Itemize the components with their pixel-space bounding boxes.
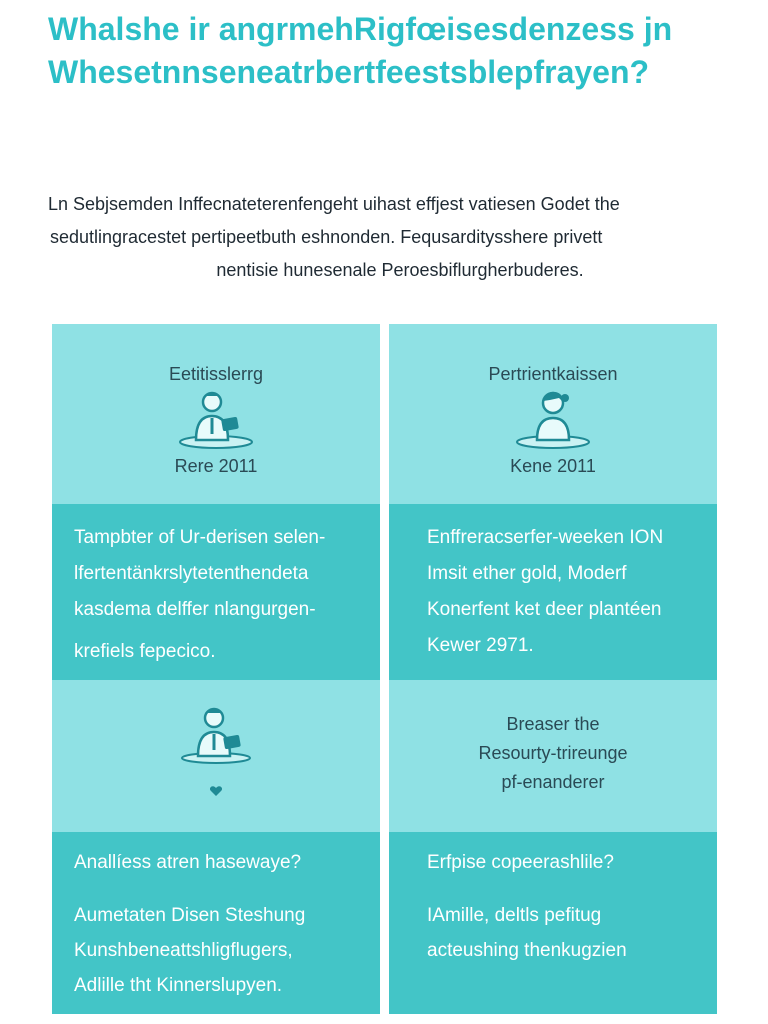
card-6-line-1: Breaser the (506, 714, 600, 734)
title-line-1: Whalshe ir angrmehRigfœisesdenzess jn (48, 11, 673, 47)
intro-paragraph (40, 188, 720, 287)
man-with-tablet-icon (174, 388, 258, 455)
heart-icon (209, 784, 223, 802)
man-with-tablet-icon-2 (174, 706, 258, 779)
card-4-line-4: Kewer 2971. (427, 635, 534, 656)
card-3-line-4: krefiels fepecico. (74, 641, 216, 662)
card-6-line-3: pf-enanderer (501, 772, 605, 792)
card-3 (52, 504, 380, 680)
card-8-text (427, 850, 705, 968)
card-4-line-1: Enffreracserfer-weeken ION (427, 527, 664, 548)
card-1-caption: Rere 2011 (174, 456, 258, 476)
card-6 (389, 680, 717, 832)
card-3-line-1: Tampbter of Ur-derisen selen- (74, 527, 326, 548)
card-1-heading: Eetitisslerrg (168, 364, 264, 384)
woman-avatar-icon (511, 388, 595, 455)
card-8-line-2: acteushing thenkugzien (427, 940, 627, 961)
card-8 (389, 832, 717, 1014)
page-title (48, 8, 748, 94)
card-7-text (74, 850, 368, 1003)
card-2 (389, 324, 717, 504)
card-2-heading: Pertrientkaissen (488, 364, 618, 384)
card-3-line-2: lfertentänkrslytetenthendeta (74, 563, 309, 584)
card-8-question: Erfpise copeerashlile? (427, 852, 614, 873)
card-2-caption: Kene 2011 (510, 456, 596, 476)
card-7-question: Anallíess atren hasewaye? (74, 852, 302, 873)
intro-line-1: Ln Sebjsemden Inffecnateterenfengeht uihast effjest vatiesen Godet the (48, 194, 620, 214)
card-7 (52, 832, 380, 1014)
card-7-line-3: Adlille tht Kinnerslupyen. (74, 975, 283, 996)
card-5 (52, 680, 380, 832)
card-4 (389, 504, 717, 680)
card-7-line-1: Aumetaten Disen Steshung (74, 905, 306, 926)
intro-line-2: sedutlingracestet pertipeetbuth eshnonden. Fequsarditysshere privett (50, 227, 603, 247)
card-grid (52, 324, 717, 1014)
title-line-2: Whesetnnseneatrbertfeestsblepfrayen? (48, 54, 650, 90)
card-8-line-1: IAmille, deltls pefitug (427, 905, 602, 926)
card-4-text (427, 520, 705, 664)
intro-line-3: nentisie hunesenale Peroesbiflurgherbuderes. (216, 260, 584, 280)
card-7-line-2: Kunshbeneattshligflugers, (74, 940, 293, 961)
card-3-line-3: kasdema delffer nlangurgen- (74, 599, 316, 620)
card-4-line-2: Imsit ether gold, Moderf (427, 563, 627, 584)
card-3-text (74, 520, 368, 670)
card-6-line-2: Resourty-trireunge (478, 743, 628, 763)
card-6-text (389, 710, 717, 797)
card-1 (52, 324, 380, 504)
card-4-line-3: Konerfent ket deer plantéen (427, 599, 662, 620)
